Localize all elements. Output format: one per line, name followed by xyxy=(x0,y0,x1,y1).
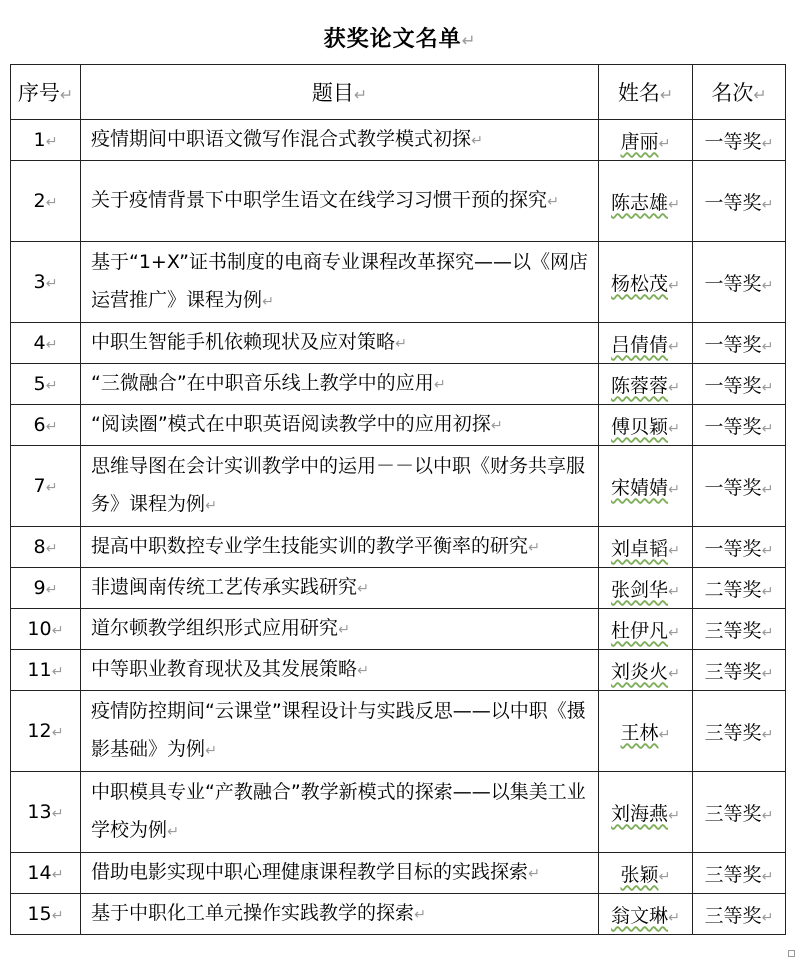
table-row xyxy=(11,527,786,568)
cell-name: 杜伊凡↵ xyxy=(599,609,693,650)
cell-rank: 一等奖↵ xyxy=(693,120,786,161)
cell-no: 2↵ xyxy=(11,161,81,242)
cell-name: 张颖↵ xyxy=(599,853,693,894)
cell-rank: 一等奖↵ xyxy=(693,527,786,568)
cell-no: 7↵ xyxy=(11,446,81,527)
cell-title: 中等职业教育现状及其发展策略↵ xyxy=(81,650,599,691)
cell-name: 王林↵ xyxy=(599,691,693,772)
cell-rank: 一等奖↵ xyxy=(693,323,786,364)
document-title xyxy=(0,22,800,53)
table-row xyxy=(11,323,786,364)
cell-name: 傅贝颖↵ xyxy=(599,405,693,446)
table-row xyxy=(11,609,786,650)
cell-title: 基于“1+X”证书制度的电商专业课程改革探究——以《网店运营推广》课程为例↵ xyxy=(81,242,599,323)
header-rank: 名次↵ xyxy=(693,65,786,120)
cell-rank: 一等奖↵ xyxy=(693,242,786,323)
cell-rank: 一等奖↵ xyxy=(693,364,786,405)
cell-name: 刘卓韬↵ xyxy=(599,527,693,568)
cell-no: 12↵ xyxy=(11,691,81,772)
cell-rank: 三等奖↵ xyxy=(693,650,786,691)
cell-rank: 三等奖↵ xyxy=(693,609,786,650)
cell-name: 刘炎火↵ xyxy=(599,650,693,691)
table-row xyxy=(11,446,786,527)
cell-no: 1↵ xyxy=(11,120,81,161)
cell-rank: 一等奖↵ xyxy=(693,446,786,527)
cell-name: 张剑华↵ xyxy=(599,568,693,609)
header-title: 题目↵ xyxy=(81,65,599,120)
table-row xyxy=(11,853,786,894)
cell-name: 陈蓉蓉↵ xyxy=(599,364,693,405)
cell-name: 翁文琳↵ xyxy=(599,894,693,935)
cell-no: 13↵ xyxy=(11,772,81,853)
cell-no: 6↵ xyxy=(11,405,81,446)
cell-title: 借助电影实现中职心理健康课程教学目标的实践探索↵ xyxy=(81,853,599,894)
cell-no: 5↵ xyxy=(11,364,81,405)
cell-title: 思维导图在会计实训教学中的运用－－以中职《财务共享服务》课程为例↵ xyxy=(81,446,599,527)
cell-no: 9↵ xyxy=(11,568,81,609)
cell-title: 疫情防控期间“云课堂”课程设计与实践反思——以中职《摄影基础》为例↵ xyxy=(81,691,599,772)
table-row xyxy=(11,242,786,323)
cell-title: 基于中职化工单元操作实践教学的探索↵ xyxy=(81,894,599,935)
cell-name: 吕倩倩↵ xyxy=(599,323,693,364)
cell-no: 4↵ xyxy=(11,323,81,364)
cell-rank: 三等奖↵ xyxy=(693,894,786,935)
cell-title: 关于疫情背景下中职学生语文在线学习习惯干预的探究↵ xyxy=(81,161,599,242)
cell-title: 疫情期间中职语文微写作混合式教学模式初探↵ xyxy=(81,120,599,161)
table-header-row xyxy=(11,65,786,120)
cell-rank: 三等奖↵ xyxy=(693,772,786,853)
header-name: 姓名↵ xyxy=(599,65,693,120)
table-row xyxy=(11,364,786,405)
paragraph-mark-icon: ↵ xyxy=(461,31,477,50)
table-row xyxy=(11,161,786,242)
cell-no: 8↵ xyxy=(11,527,81,568)
cell-rank: 二等奖↵ xyxy=(693,568,786,609)
cell-title: 非遗闽南传统工艺传承实践研究↵ xyxy=(81,568,599,609)
cell-rank: 三等奖↵ xyxy=(693,691,786,772)
table-row xyxy=(11,772,786,853)
header-no: 序号↵ xyxy=(11,65,81,120)
cell-title: “三微融合”在中职音乐线上教学中的应用↵ xyxy=(81,364,599,405)
table-row xyxy=(11,568,786,609)
table-row xyxy=(11,691,786,772)
cell-name: 陈志雄↵ xyxy=(599,161,693,242)
cell-name: 杨松茂↵ xyxy=(599,242,693,323)
cell-no: 11↵ xyxy=(11,650,81,691)
cell-title: 提高中职数控专业学生技能实训的教学平衡率的研究↵ xyxy=(81,527,599,568)
cell-title: 道尔顿教学组织形式应用研究↵ xyxy=(81,609,599,650)
document-title-text: 获奖论文名单 xyxy=(323,27,462,52)
table-row xyxy=(11,650,786,691)
table-row xyxy=(11,405,786,446)
table-row xyxy=(11,894,786,935)
cell-name: 宋婧婧↵ xyxy=(599,446,693,527)
cell-no: 10↵ xyxy=(11,609,81,650)
table-row xyxy=(11,120,786,161)
cell-name: 唐丽↵ xyxy=(599,120,693,161)
cell-rank: 三等奖↵ xyxy=(693,853,786,894)
cell-title: “阅读圈”模式在中职英语阅读教学中的应用初探↵ xyxy=(81,405,599,446)
cell-title: 中职模具专业“产教融合”教学新模式的探索——以集美工业学校为例↵ xyxy=(81,772,599,853)
cell-no: 15↵ xyxy=(11,894,81,935)
cell-title: 中职生智能手机依赖现状及应对策略↵ xyxy=(81,323,599,364)
cell-no: 14↵ xyxy=(11,853,81,894)
table-resize-handle-icon[interactable] xyxy=(788,950,795,957)
cell-rank: 一等奖↵ xyxy=(693,405,786,446)
cell-no: 3↵ xyxy=(11,242,81,323)
cell-name: 刘海燕↵ xyxy=(599,772,693,853)
award-table xyxy=(10,64,786,935)
cell-rank: 一等奖↵ xyxy=(693,161,786,242)
